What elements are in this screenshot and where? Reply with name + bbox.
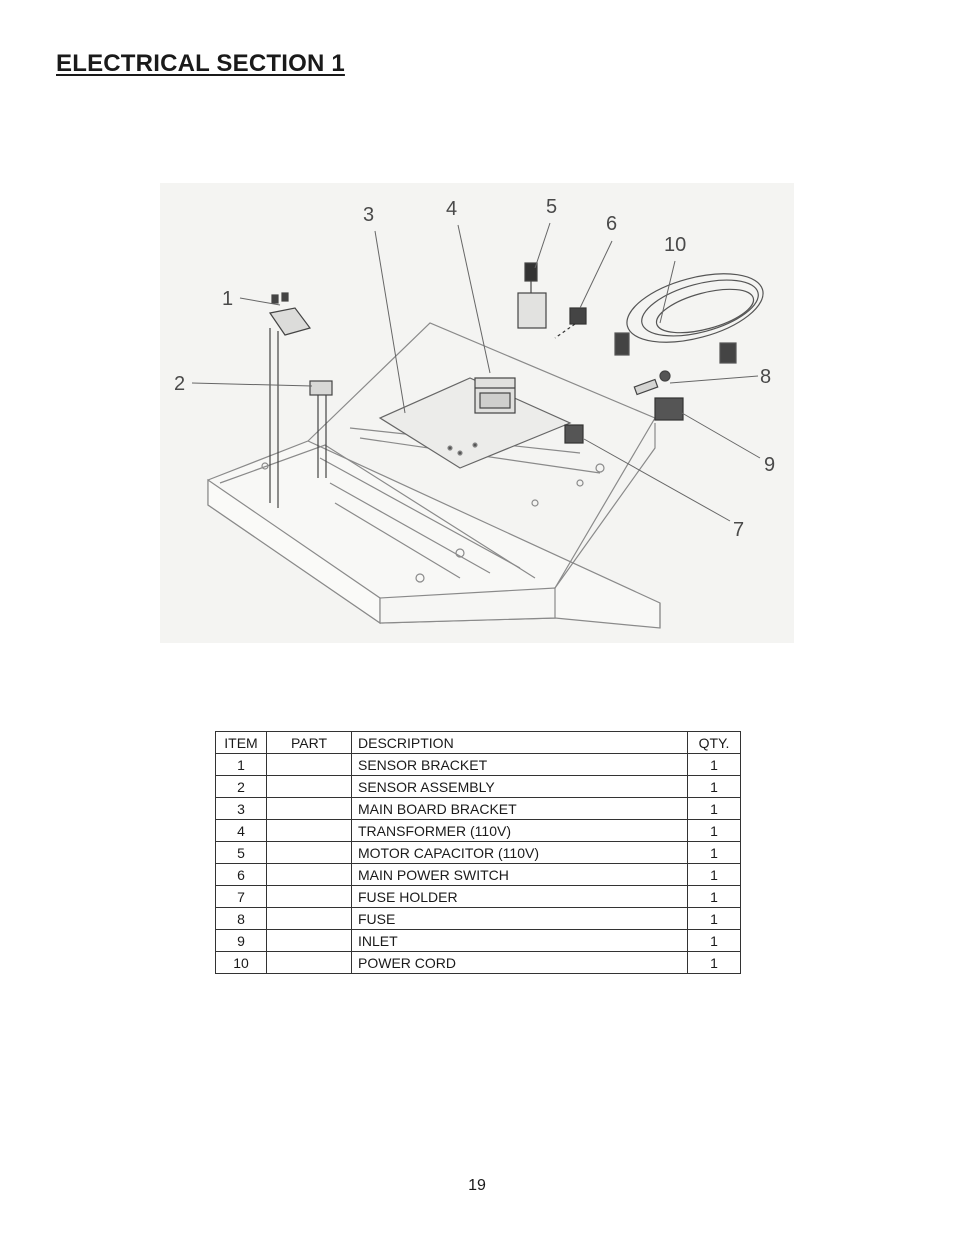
table-row bbox=[216, 908, 741, 930]
table-row bbox=[216, 864, 741, 886]
cell-item: 8 bbox=[216, 908, 267, 930]
cell-part bbox=[267, 842, 352, 864]
table-row bbox=[216, 754, 741, 776]
cell-item: 2 bbox=[216, 776, 267, 798]
table-row bbox=[216, 886, 741, 908]
table-row bbox=[216, 952, 741, 974]
callout-10: 10 bbox=[664, 234, 687, 256]
callout-5: 5 bbox=[546, 196, 558, 218]
cell-description: POWER CORD bbox=[352, 952, 688, 974]
motor-capacitor bbox=[518, 263, 546, 328]
cell-item: 1 bbox=[216, 754, 267, 776]
cell-item: 3 bbox=[216, 798, 267, 820]
cell-item: 7 bbox=[216, 886, 267, 908]
callout-1: 1 bbox=[222, 288, 234, 310]
cell-item: 9 bbox=[216, 930, 267, 952]
callout-8: 8 bbox=[760, 366, 772, 388]
cell-description: INLET bbox=[352, 930, 688, 952]
cell-qty: 1 bbox=[688, 908, 741, 930]
cell-qty: 1 bbox=[688, 952, 741, 974]
cell-description: MAIN POWER SWITCH bbox=[352, 864, 688, 886]
cell-qty: 1 bbox=[688, 930, 741, 952]
inlet bbox=[655, 398, 683, 420]
table-row bbox=[216, 820, 741, 842]
exploded-parts-diagram bbox=[160, 183, 794, 643]
power-cord bbox=[615, 261, 770, 363]
table-row bbox=[216, 798, 741, 820]
table-row bbox=[216, 776, 741, 798]
cell-description: SENSOR BRACKET bbox=[352, 754, 688, 776]
fuse-holder bbox=[565, 425, 583, 443]
cell-description: SENSOR ASSEMBLY bbox=[352, 776, 688, 798]
parts-table bbox=[215, 731, 741, 974]
transformer bbox=[475, 378, 515, 413]
cell-part bbox=[267, 908, 352, 930]
cell-part bbox=[267, 776, 352, 798]
diagram-svg bbox=[160, 183, 794, 643]
table-header-row bbox=[216, 732, 741, 754]
fuse bbox=[634, 371, 670, 395]
header-qty: QTY. bbox=[688, 732, 741, 754]
cell-part bbox=[267, 798, 352, 820]
header-part: PART bbox=[267, 732, 352, 754]
header-description: DESCRIPTION bbox=[352, 732, 688, 754]
table-row bbox=[216, 842, 741, 864]
callout-4: 4 bbox=[446, 198, 458, 220]
callout-9: 9 bbox=[764, 454, 776, 476]
cell-part bbox=[267, 886, 352, 908]
cell-qty: 1 bbox=[688, 842, 741, 864]
cell-item: 5 bbox=[216, 842, 267, 864]
header-item: ITEM bbox=[216, 732, 267, 754]
cell-qty: 1 bbox=[688, 886, 741, 908]
cell-description: TRANSFORMER (110V) bbox=[352, 820, 688, 842]
cell-part bbox=[267, 864, 352, 886]
main-power-switch bbox=[555, 308, 586, 338]
cell-item: 6 bbox=[216, 864, 267, 886]
cell-item: 10 bbox=[216, 952, 267, 974]
cell-part bbox=[267, 754, 352, 776]
base-frame bbox=[208, 323, 660, 628]
cell-description: MOTOR CAPACITOR (110V) bbox=[352, 842, 688, 864]
cell-qty: 1 bbox=[688, 798, 741, 820]
cell-description: FUSE HOLDER bbox=[352, 886, 688, 908]
cell-qty: 1 bbox=[688, 820, 741, 842]
table-row bbox=[216, 930, 741, 952]
page-title: ELECTRICAL SECTION 1 bbox=[56, 50, 345, 77]
page-number: 19 bbox=[468, 1177, 486, 1194]
cell-description: FUSE bbox=[352, 908, 688, 930]
callout-6: 6 bbox=[606, 213, 618, 235]
callout-2: 2 bbox=[174, 373, 186, 395]
cell-qty: 1 bbox=[688, 776, 741, 798]
cell-part bbox=[267, 952, 352, 974]
cell-part bbox=[267, 820, 352, 842]
callout-7: 7 bbox=[733, 519, 745, 541]
cell-part bbox=[267, 930, 352, 952]
callout-3: 3 bbox=[363, 204, 375, 226]
cell-item: 4 bbox=[216, 820, 267, 842]
cell-description: MAIN BOARD BRACKET bbox=[352, 798, 688, 820]
cell-qty: 1 bbox=[688, 754, 741, 776]
cell-qty: 1 bbox=[688, 864, 741, 886]
